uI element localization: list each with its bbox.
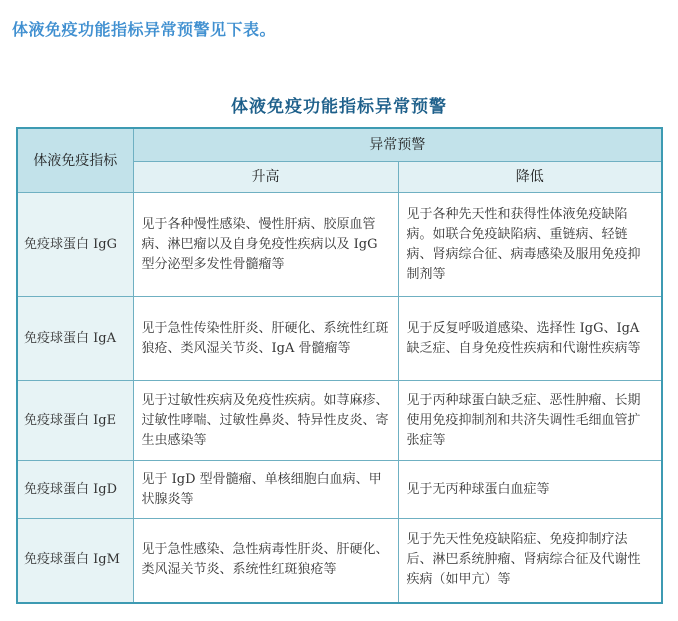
intro-text: 体液免疫功能指标异常预警见下表。 [12,20,277,39]
table-row [17,461,662,519]
immunity-alert-table [16,127,663,604]
header-fall: 降低 [398,162,662,193]
row-rise: 见于急性感染、急性病毒性肝炎、肝硬化、类风湿关节炎、系统性红斑狼疮等 [133,519,398,603]
row-name: 免疫球蛋白 IgA [17,297,133,381]
row-rise: 见于急性传染性肝炎、肝硬化、系统性红斑狼疮、类风湿关节炎、IgA 骨髓瘤等 [133,297,398,381]
table-title: 体液免疫功能指标异常预警 [231,97,447,117]
row-name: 免疫球蛋白 IgD [17,461,133,519]
table-row [17,519,662,603]
row-name: 免疫球蛋白 IgG [17,193,133,297]
row-fall: 见于无丙种球蛋白血症等 [398,461,662,519]
row-fall: 见于各种先天性和获得性体液免疫缺陷病。如联合免疫缺陷病、重链病、轻链病、肾病综合征、病毒感染及服用免疫抑制剂等 [398,193,662,297]
row-fall: 见于反复呼吸道感染、选择性 IgG、IgA 缺乏症、自身免疫性疾病和代谢性疾病等 [398,297,662,381]
row-rise: 见于各种慢性感染、慢性肝病、胶原血管病、淋巴瘤以及自身免疫性疾病以及 IgG 型分泌型多发性骨髓瘤等 [133,193,398,297]
header-index: 体液免疫指标 [17,128,133,193]
table-row [17,193,662,297]
header-rise: 升高 [133,162,398,193]
row-rise: 见于过敏性疾病及免疫性疾病。如荨麻疹、过敏性哮喘、过敏性鼻炎、特异性皮炎、寄生虫感染等 [133,381,398,461]
table-row [17,297,662,381]
table-row [17,381,662,461]
row-rise: 见于 IgD 型骨髓瘤、单核细胞白血病、甲状腺炎等 [133,461,398,519]
row-fall: 见于先天性免疫缺陷症、免疫抑制疗法后、淋巴系统肿瘤、肾病综合征及代谢性疾病（如甲亢）等 [398,519,662,603]
row-fall: 见于丙种球蛋白缺乏症、恶性肿瘤、长期使用免疫抑制剂和共济失调性毛细血管扩张症等 [398,381,662,461]
row-name: 免疫球蛋白 IgE [17,381,133,461]
row-name: 免疫球蛋白 IgM [17,519,133,603]
header-alert: 异常预警 [133,128,662,162]
